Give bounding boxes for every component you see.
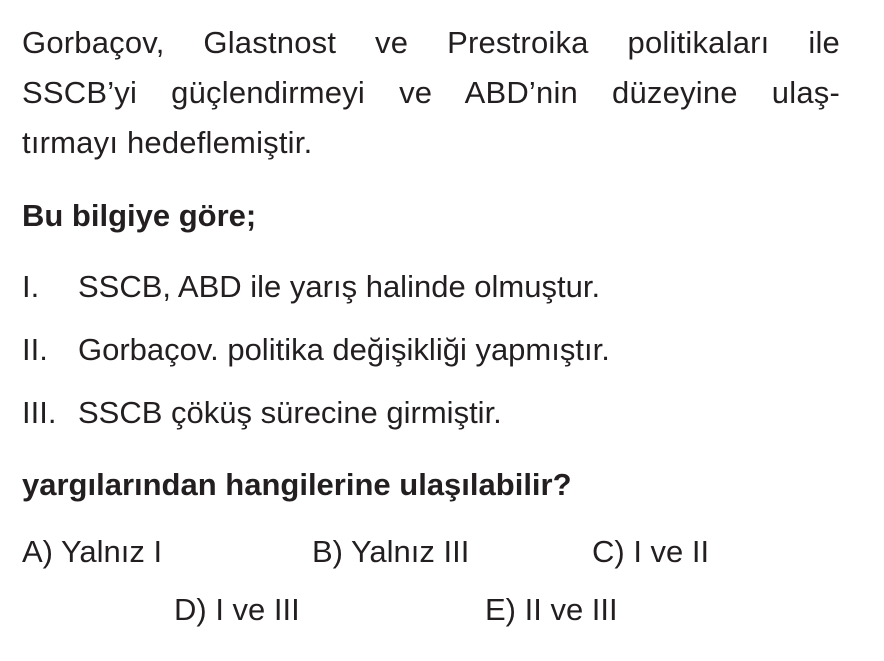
- statement-text: Gorbaçov. politika değişikliği yapmıştır.: [78, 332, 610, 367]
- statement-list: [22, 255, 840, 444]
- option-e[interactable]: E) II ve III: [485, 592, 618, 627]
- statement-item: [22, 255, 840, 318]
- question-card: [22, 18, 840, 652]
- question-passage: [22, 18, 840, 168]
- statement-item: [22, 381, 840, 444]
- statement-number: I.: [22, 269, 40, 304]
- option-c[interactable]: C) I ve II: [592, 534, 710, 569]
- statement-number: II.: [22, 332, 48, 367]
- question-prompt: yargılarından hangilerine ulaşılabilir?: [22, 467, 572, 502]
- passage-line: Gorbaçov, Glastnost ve Prestroika politikaları ile: [22, 25, 840, 60]
- answer-options: [22, 532, 840, 652]
- statement-item: [22, 318, 840, 381]
- statement-number: III.: [22, 395, 57, 430]
- option-d[interactable]: D) I ve III: [174, 592, 300, 627]
- option-a[interactable]: A) Yalnız I: [22, 534, 163, 569]
- passage-line: SSCB’yi güçlendirmeyi ve ABD’nin düzeyine ulaş-: [22, 75, 840, 110]
- option-b[interactable]: B) Yalnız III: [312, 534, 470, 569]
- question-stem: Bu bilgiye göre;: [22, 198, 257, 233]
- passage-line: tırmayı hedeflemiştir.: [22, 125, 313, 160]
- statement-text: SSCB, ABD ile yarış halinde olmuştur.: [78, 269, 601, 304]
- statement-text: SSCB çöküş sürecine girmiştir.: [78, 395, 502, 430]
